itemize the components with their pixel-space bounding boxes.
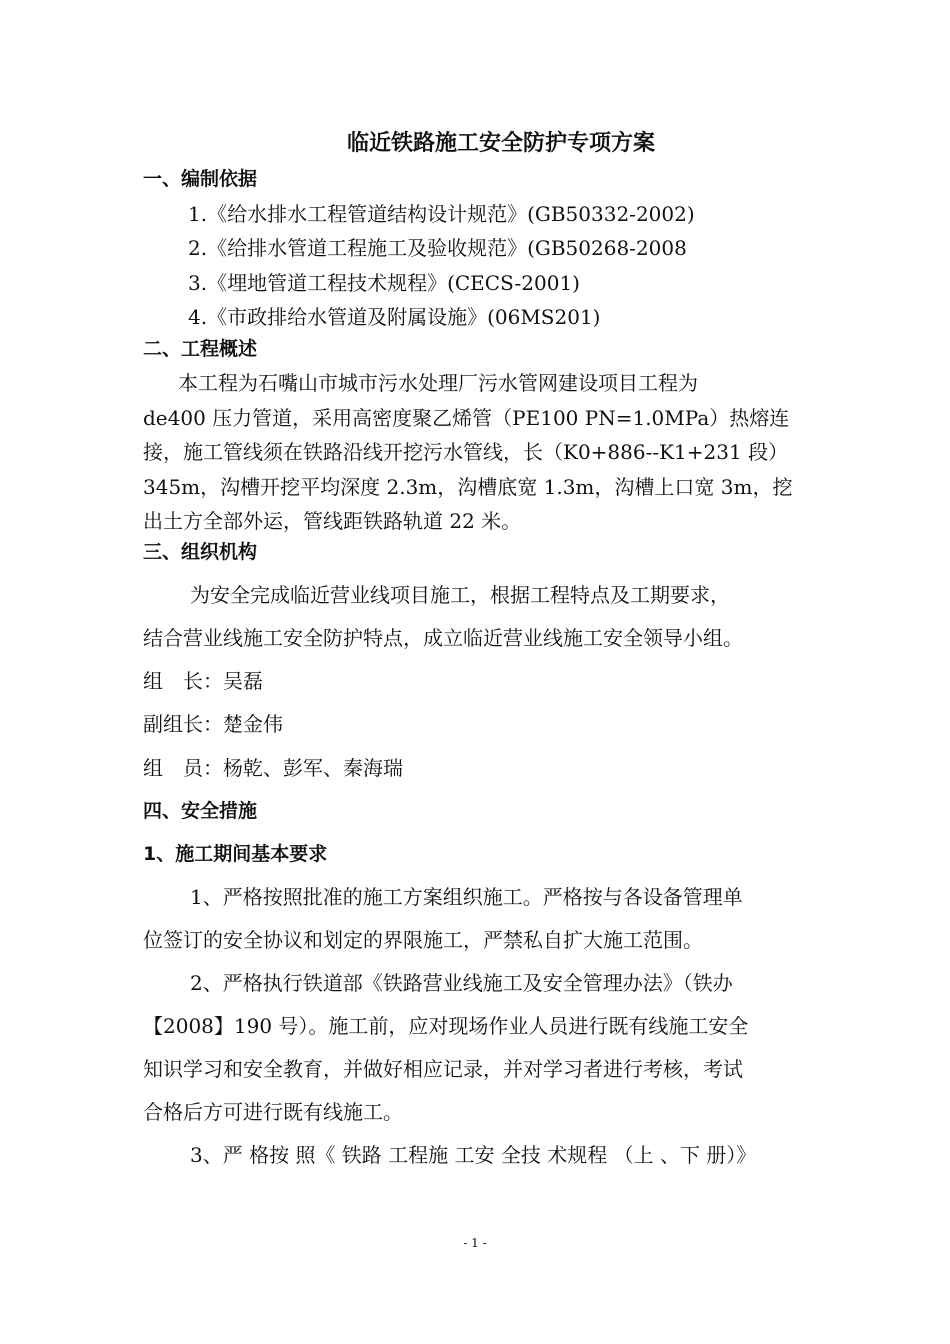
section-4-heading: 四、安全措施 [143, 800, 258, 822]
overview-line: 本工程为石嘴山市城市污水处理厂污水管网建设项目工程为 [178, 371, 698, 395]
measure-line: 2、严格执行铁道部《铁路营业线施工及安全管理办法》（铁办 [190, 971, 733, 995]
reference-item: 3.《埋地管道工程技术规程》(CECS-2001) [188, 271, 580, 295]
reference-item: 2.《给排水管道工程施工及验收规范》(GB50268-2008 [188, 236, 687, 260]
reference-item: 1.《给水排水工程管道结构设计规范》(GB50332-2002) [188, 202, 695, 226]
measure-line: 【2008】190 号）。施工前，应对现场作业人员进行既有线施工安全 [143, 1014, 749, 1038]
section-3-heading: 三、组织机构 [143, 541, 258, 563]
subsection-heading: 1、施工期间基本要求 [143, 843, 328, 865]
document-title: 临近铁路施工安全防护专项方案 [347, 131, 656, 156]
deputy-leader: 副组长：楚金伟 [143, 712, 283, 736]
measure-line: 1、严格按照批准的施工方案组织施工。严格按与各设备管理单 [190, 885, 743, 909]
measure-line: 3、严 格按 照《 铁路 工程施 工安 全技 术规程 （上 、下 册）》 [190, 1143, 757, 1167]
section-2-heading: 二、工程概述 [143, 338, 258, 360]
team-leader: 组 长：吴磊 [143, 669, 263, 693]
measure-line: 合格后方可进行既有线施工。 [143, 1100, 403, 1124]
team-members: 组 员：杨乾、彭军、秦海瑞 [143, 756, 403, 780]
overview-line: 接，施工管线须在铁路沿线开挖污水管线，长（K0+886--K1+231 段） [143, 440, 789, 464]
reference-item: 4.《市政排给水管道及附属设施》(06MS201) [188, 305, 601, 329]
section-1-heading: 一、编制依据 [143, 168, 258, 190]
measure-line: 位签订的安全协议和划定的界限施工，严禁私自扩大施工范围。 [143, 928, 703, 952]
measure-line: 知识学习和安全教育，并做好相应记录，并对学习者进行考核，考试 [143, 1057, 743, 1081]
overview-line: 出土方全部外运，管线距铁路轨道 22 米。 [143, 509, 522, 533]
organization-line: 为安全完成临近营业线项目施工，根据工程特点及工期要求， [190, 583, 730, 607]
page-number: - 1 - [463, 1236, 487, 1250]
overview-line: 345m，沟槽开挖平均深度 2.3m，沟槽底宽 1.3m，沟槽上口宽 3m，挖 [143, 475, 793, 499]
organization-line: 结合营业线施工安全防护特点，成立临近营业线施工安全领导小组。 [143, 626, 743, 650]
overview-line: de400 压力管道，采用高密度聚乙烯管（PE100 PN=1.0MPa）热熔连 [143, 406, 790, 430]
